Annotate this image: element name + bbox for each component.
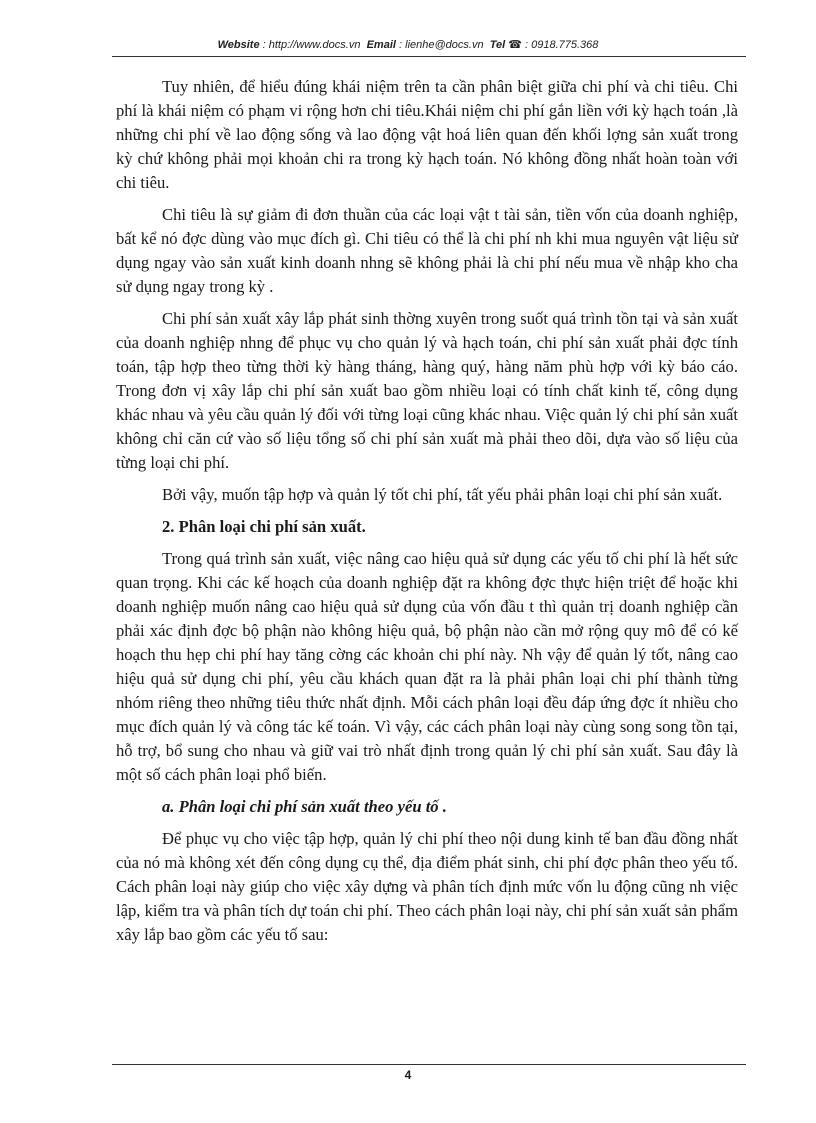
tel-label: Tel ☎ — [489, 39, 522, 51]
page-header — [0, 38, 816, 51]
website-value: : http://www.docs.vn — [262, 39, 361, 51]
page-body — [116, 75, 738, 955]
section-heading-2: 2. Phân loại chi phí sản xuất. — [162, 517, 366, 536]
page-number: 4 — [404, 1068, 412, 1082]
paragraph-5: Trong quá trình sản xuất, việc nâng cao hiệu quả sử dụng các yếu tố chi phí là hết sức quan trọng. Khi các kế hoạch của doanh nghiệp đặt ra không đợc thực hiện triệt để hoặc khi doanh nghiệp muốn nâng cao hiệu quả sử dụng của vốn đầu t thì quản trị doanh nghiệp cần phải xác định đợc bộ phận nào không hiệu quả, bộ phận nào cần mở rộng quy mô để có kế hoạch thu hẹp chi phí hay tăng cờng các khoản chi phí này. Nh vậy để quản lý tốt, nâng cao hiệu quả sử dụng chi phí, yêu cầu khách quan đặt ra là phải phân loại chi phí thành từng nhóm riêng theo những tiêu thức nhất định. Mỗi cách phân loại đều đáp ứng đợc ít nhiều cho mục đích quản lý và công tác kế toán. Vì vậy, các cách phân loại này cùng song song tồn tại, hỗ trợ, bổ sung cho nhau và giữ vai trò nhất định trong quản lý chi phí sản xuất. Sau đây là một số cách phân loại phổ biến. — [116, 549, 738, 784]
email-value: : lienhe@docs.vn — [399, 39, 484, 51]
email-label: Email — [366, 39, 396, 51]
website-label: Website — [217, 39, 260, 51]
paragraph-3: Chi phí sản xuất xây lắp phát sinh thờng xuyên trong suốt quá trình tồn tại và sản xuất của doanh nghiệp nhng để phục vụ cho quản lý và hạch toán, chi phí sản xuất phải đợc tính toán, tập hợp theo từng thời kỳ hàng tháng, hàng quý, hàng năm phù hợp với kỳ báo cáo. Trong đơn vị xây lắp chi phí sản xuất bao gồm nhiều loại có tính chất kinh tế, công dụng khác nhau và yêu cầu quản lý đối với từng loại cũng khác nhau. Việc quản lý chi phí sản xuất không chỉ căn cứ vào số liệu tổng số chi phí sản xuất mà phải theo dõi, dựa vào số liệu của từng loại chi phí. — [116, 309, 738, 472]
paragraph-1: Tuy nhiên, để hiểu đúng khái niệm trên ta cần phân biệt giữa chi phí và chi tiêu. Chi phí là khái niệm có phạm vi rộng hơn chi tiêu.Khái niệm chi phí gắn liền với kỳ hạch toán ,là những chi phí về lao động sống và lao động vật hoá liên quan đến khối lợng sản xuất trong kỳ chứ không phải mọi khoản chi ra trong kỳ hạch toán. Nó không đồng nhất hoàn toàn với chi tiêu. — [116, 77, 738, 192]
subsection-heading-a: a. Phân loại chi phí sản xuất theo yếu tố . — [162, 797, 447, 816]
tel-value: : 0918.775.368 — [525, 39, 599, 51]
header-divider — [112, 56, 746, 57]
paragraph-6: Để phục vụ cho việc tập hợp, quản lý chi phí theo nội dung kinh tế ban đầu đồng nhất của nó mà không xét đến công dụng cụ thể, địa điểm phát sinh, chi phí đợc phân theo yếu tố. Cách phân loại này giúp cho việc xây dựng và phân tích định mức vốn lu động cũng nh việc lập, kiểm tra và phân tích dự toán chi phí. Theo cách phân loại này, chi phí sản xuất sản phẩm xây lắp bao gồm các yếu tố sau: — [116, 829, 738, 944]
paragraph-4: Bởi vậy, muốn tập hợp và quản lý tốt chi phí, tất yếu phải phân loại chi phí sản xuất. — [162, 485, 723, 504]
footer-divider — [112, 1064, 746, 1065]
paragraph-2: Chi tiêu là sự giảm đi đơn thuần của các loại vật t tài sản, tiền vốn của doanh nghiệp, bất kể nó đợc dùng vào mục đích gì. Chi tiêu có thể là chi phí nh khi mua nguyên vật liệu sử dụng ngay vào sản xuất kinh doanh nhng sẽ không phải là chi phí nếu mua về nhập kho cha sử dụng ngay trong kỳ . — [116, 205, 738, 296]
